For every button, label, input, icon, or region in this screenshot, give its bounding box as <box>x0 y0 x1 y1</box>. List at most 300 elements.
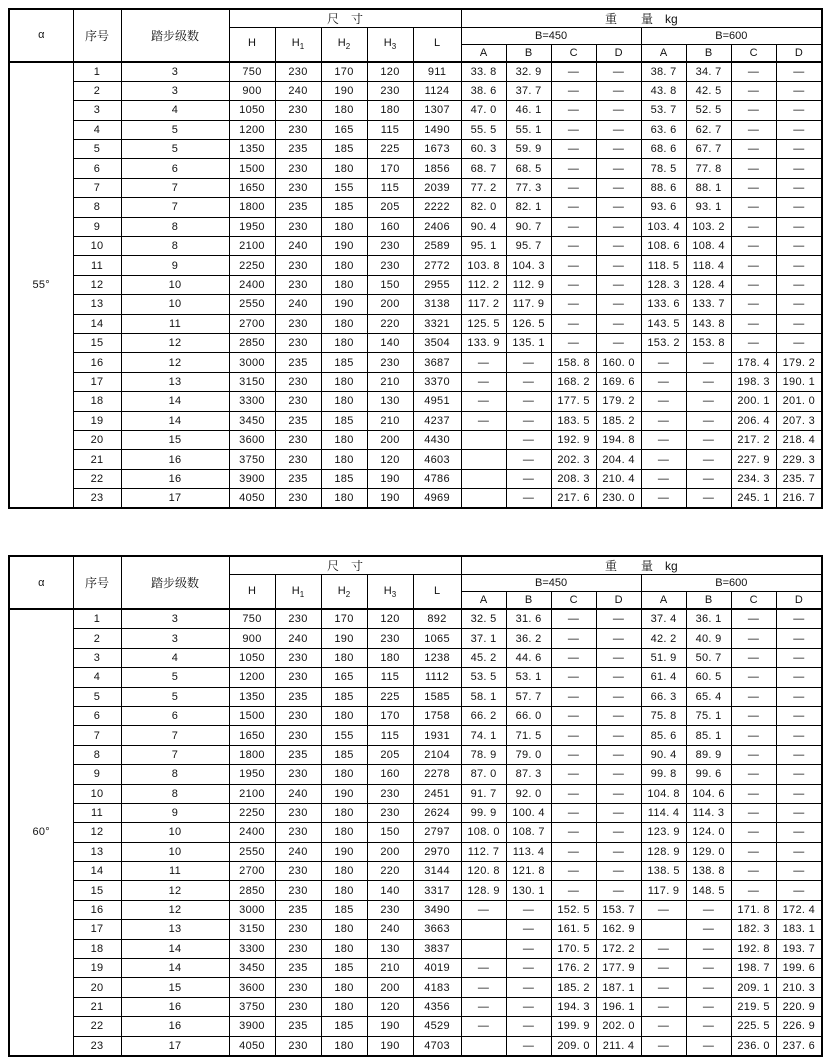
cell-serial: 10 <box>73 784 121 803</box>
table-row <box>9 706 822 725</box>
cell-b450-A: 95. 1 <box>461 237 506 256</box>
cell-b450-B: 113. 4 <box>506 842 551 861</box>
cell-b600-C: 198. 7 <box>731 959 776 978</box>
cell-H1: 235 <box>275 1017 321 1036</box>
cell-b600-D: — <box>776 648 822 667</box>
cell-H: 3300 <box>229 939 275 958</box>
cell-L: 2039 <box>413 178 461 197</box>
cell-H1: 230 <box>275 997 321 1016</box>
cell-b450-D: 187. 1 <box>596 978 641 997</box>
cell-b450-B: 55. 1 <box>506 120 551 139</box>
cell-b450-B: 95. 7 <box>506 237 551 256</box>
cell-serial: 23 <box>73 1036 121 1056</box>
cell-H3: 130 <box>367 939 413 958</box>
cell-b450-D: — <box>596 333 641 352</box>
cell-L: 3317 <box>413 881 461 900</box>
cell-steps: 10 <box>121 823 229 842</box>
cell-b600-D: — <box>776 81 822 100</box>
alpha-value: 60° <box>9 609 73 1056</box>
cell-H: 3450 <box>229 411 275 430</box>
cell-b450-D: — <box>596 726 641 745</box>
cell-b600-A: — <box>641 997 686 1016</box>
cell-H3: 230 <box>367 803 413 822</box>
cell-H1: 235 <box>275 353 321 372</box>
cell-H3: 160 <box>367 217 413 236</box>
col-b600-D: D <box>776 592 822 609</box>
cell-H1: 240 <box>275 842 321 861</box>
cell-b600-D: 207. 3 <box>776 411 822 430</box>
cell-steps: 5 <box>121 140 229 159</box>
cell-b450-D: 160. 0 <box>596 353 641 372</box>
cell-b450-C: — <box>551 648 596 667</box>
table-row <box>9 629 822 648</box>
cell-H: 2700 <box>229 862 275 881</box>
cell-H1: 235 <box>275 469 321 488</box>
col-b600-D: D <box>776 45 822 62</box>
cell-b450-C: 185. 2 <box>551 978 596 997</box>
cell-b450-B: — <box>506 939 551 958</box>
table-row <box>9 726 822 745</box>
cell-b600-A: 138. 5 <box>641 862 686 881</box>
cell-H3: 120 <box>367 609 413 629</box>
cell-b450-C: — <box>551 314 596 333</box>
cell-b450-D: — <box>596 842 641 861</box>
cell-b600-B: 118. 4 <box>686 256 731 275</box>
cell-H: 3150 <box>229 920 275 939</box>
cell-serial: 5 <box>73 687 121 706</box>
table-row <box>9 120 822 139</box>
cell-b450-B: — <box>506 1036 551 1056</box>
cell-H2: 180 <box>321 314 367 333</box>
table-row <box>9 178 822 197</box>
cell-b450-A: 120. 8 <box>461 862 506 881</box>
cell-H2: 170 <box>321 62 367 82</box>
cell-L: 4603 <box>413 450 461 469</box>
cell-H1: 230 <box>275 978 321 997</box>
cell-H2: 180 <box>321 489 367 509</box>
cell-steps: 7 <box>121 198 229 217</box>
cell-b450-A: — <box>461 392 506 411</box>
cell-steps: 17 <box>121 489 229 509</box>
table-row <box>9 900 822 919</box>
cell-H: 1350 <box>229 687 275 706</box>
cell-b600-D: 235. 7 <box>776 469 822 488</box>
cell-H: 2850 <box>229 881 275 900</box>
cell-b450-B: — <box>506 469 551 488</box>
cell-serial: 22 <box>73 469 121 488</box>
cell-H3: 190 <box>367 1036 413 1056</box>
cell-serial: 22 <box>73 1017 121 1036</box>
table-row <box>9 198 822 217</box>
cell-b600-C: 200. 1 <box>731 392 776 411</box>
cell-H1: 230 <box>275 275 321 294</box>
cell-H2: 185 <box>321 1017 367 1036</box>
cell-H3: 120 <box>367 450 413 469</box>
cell-b600-C: — <box>731 333 776 352</box>
table-row <box>9 842 822 861</box>
cell-b600-C: — <box>731 237 776 256</box>
cell-b450-C: — <box>551 765 596 784</box>
cell-b450-B: — <box>506 978 551 997</box>
cell-H1: 235 <box>275 900 321 919</box>
cell-steps: 15 <box>121 978 229 997</box>
cell-H: 3600 <box>229 978 275 997</box>
cell-H2: 180 <box>321 256 367 275</box>
cell-b600-B: — <box>686 1036 731 1056</box>
cell-b450-D: 177. 9 <box>596 959 641 978</box>
cell-H1: 230 <box>275 256 321 275</box>
cell-H1: 240 <box>275 629 321 648</box>
cell-b450-D: — <box>596 159 641 178</box>
cell-H3: 230 <box>367 784 413 803</box>
cell-L: 4529 <box>413 1017 461 1036</box>
cell-H3: 150 <box>367 823 413 842</box>
cell-serial: 2 <box>73 81 121 100</box>
cell-steps: 16 <box>121 469 229 488</box>
table-row <box>9 101 822 120</box>
cell-b600-A: 143. 5 <box>641 314 686 333</box>
cell-b600-C: — <box>731 668 776 687</box>
cell-b600-B: 138. 8 <box>686 862 731 881</box>
cell-b600-B: 60. 5 <box>686 668 731 687</box>
cell-H2: 165 <box>321 120 367 139</box>
cell-b600-A: — <box>641 900 686 919</box>
cell-b450-A: 53. 5 <box>461 668 506 687</box>
cell-serial: 4 <box>73 120 121 139</box>
cell-H: 750 <box>229 609 275 629</box>
cell-H: 1800 <box>229 198 275 217</box>
cell-b450-C: — <box>551 198 596 217</box>
cell-H1: 235 <box>275 411 321 430</box>
cell-b600-B: 88. 1 <box>686 178 731 197</box>
cell-H1: 235 <box>275 140 321 159</box>
cell-H3: 115 <box>367 726 413 745</box>
cell-b600-A: — <box>641 489 686 509</box>
cell-b450-D: 169. 6 <box>596 372 641 391</box>
cell-H3: 115 <box>367 178 413 197</box>
cell-H2: 180 <box>321 823 367 842</box>
cell-b600-B: 148. 5 <box>686 881 731 900</box>
cell-b600-D: — <box>776 62 822 82</box>
cell-L: 4969 <box>413 489 461 509</box>
cell-b600-A: — <box>641 959 686 978</box>
cell-b600-A: — <box>641 430 686 449</box>
cell-b600-B: 103. 2 <box>686 217 731 236</box>
cell-serial: 20 <box>73 978 121 997</box>
cell-b600-D: — <box>776 256 822 275</box>
cell-H: 1950 <box>229 765 275 784</box>
col-b600-A: A <box>641 592 686 609</box>
cell-H3: 190 <box>367 489 413 509</box>
cell-steps: 7 <box>121 178 229 197</box>
cell-b600-B: 62. 7 <box>686 120 731 139</box>
cell-steps: 12 <box>121 333 229 352</box>
cell-b450-A: 125. 5 <box>461 314 506 333</box>
cell-b600-B: 143. 8 <box>686 314 731 333</box>
cell-H: 3000 <box>229 353 275 372</box>
cell-b450-B: — <box>506 450 551 469</box>
cell-b450-B: — <box>506 489 551 509</box>
cell-b600-C: — <box>731 140 776 159</box>
cell-b450-D: 179. 2 <box>596 392 641 411</box>
cell-serial: 6 <box>73 159 121 178</box>
cell-serial: 8 <box>73 198 121 217</box>
cell-b600-C: — <box>731 726 776 745</box>
cell-steps: 14 <box>121 959 229 978</box>
cell-b600-D: — <box>776 120 822 139</box>
cell-H: 2250 <box>229 256 275 275</box>
cell-b600-C: — <box>731 862 776 881</box>
cell-H1: 235 <box>275 687 321 706</box>
cell-b600-A: — <box>641 1036 686 1056</box>
cell-steps: 16 <box>121 997 229 1016</box>
table-row <box>9 140 822 159</box>
cell-H: 1500 <box>229 706 275 725</box>
cell-steps: 3 <box>121 609 229 629</box>
cell-serial: 21 <box>73 450 121 469</box>
table-row <box>9 275 822 294</box>
cell-b600-D: 183. 1 <box>776 920 822 939</box>
cell-H3: 230 <box>367 256 413 275</box>
table-row <box>9 765 822 784</box>
cell-H1: 240 <box>275 784 321 803</box>
cell-b450-C: 199. 9 <box>551 1017 596 1036</box>
cell-H1: 230 <box>275 1036 321 1056</box>
cell-b450-D: — <box>596 217 641 236</box>
cell-b600-A: — <box>641 411 686 430</box>
table-row <box>9 862 822 881</box>
cell-serial: 14 <box>73 314 121 333</box>
cell-H: 2700 <box>229 314 275 333</box>
cell-b600-A: 128. 9 <box>641 842 686 861</box>
cell-H2: 190 <box>321 237 367 256</box>
cell-b450-D: 185. 2 <box>596 411 641 430</box>
cell-b600-B: 42. 5 <box>686 81 731 100</box>
cell-b600-A: — <box>641 353 686 372</box>
cell-serial: 21 <box>73 997 121 1016</box>
cell-b450-C: — <box>551 275 596 294</box>
cell-b600-A: — <box>641 1017 686 1036</box>
cell-b600-A: 51. 9 <box>641 648 686 667</box>
cell-steps: 14 <box>121 411 229 430</box>
cell-b450-B: — <box>506 353 551 372</box>
cell-serial: 6 <box>73 706 121 725</box>
cell-b600-B: 36. 1 <box>686 609 731 629</box>
cell-H2: 180 <box>321 217 367 236</box>
cell-serial: 14 <box>73 862 121 881</box>
cell-H3: 225 <box>367 140 413 159</box>
cell-b450-C: — <box>551 629 596 648</box>
cell-H2: 190 <box>321 629 367 648</box>
cell-H: 1200 <box>229 668 275 687</box>
cell-H2: 180 <box>321 978 367 997</box>
cell-b600-A: 153. 2 <box>641 333 686 352</box>
cell-H: 3600 <box>229 430 275 449</box>
cell-b600-A: 78. 5 <box>641 159 686 178</box>
cell-H: 1200 <box>229 120 275 139</box>
cell-b450-C: — <box>551 745 596 764</box>
cell-b600-C: — <box>731 706 776 725</box>
cell-H3: 190 <box>367 1017 413 1036</box>
cell-H3: 150 <box>367 275 413 294</box>
cell-b600-C: 206. 4 <box>731 411 776 430</box>
cell-b600-D: 199. 6 <box>776 959 822 978</box>
cell-H3: 210 <box>367 372 413 391</box>
cell-b600-A: — <box>641 978 686 997</box>
group-b600: B=600 <box>641 575 822 592</box>
cell-b600-A: 53. 7 <box>641 101 686 120</box>
cell-H1: 230 <box>275 920 321 939</box>
col-b600-C: C <box>731 45 776 62</box>
cell-b600-A: 43. 8 <box>641 81 686 100</box>
cell-L: 2589 <box>413 237 461 256</box>
cell-serial: 7 <box>73 178 121 197</box>
cell-b450-D: — <box>596 81 641 100</box>
cell-b450-D: 172. 2 <box>596 939 641 958</box>
cell-b450-D: 153. 7 <box>596 900 641 919</box>
cell-steps: 12 <box>121 353 229 372</box>
cell-H2: 185 <box>321 900 367 919</box>
cell-b600-C: — <box>731 101 776 120</box>
cell-L: 3687 <box>413 353 461 372</box>
cell-H3: 230 <box>367 629 413 648</box>
cell-L: 3370 <box>413 372 461 391</box>
cell-b450-B: — <box>506 900 551 919</box>
cell-b450-C: — <box>551 803 596 822</box>
cell-b600-D: — <box>776 333 822 352</box>
cell-steps: 5 <box>121 687 229 706</box>
cell-H2: 185 <box>321 687 367 706</box>
cell-H3: 225 <box>367 687 413 706</box>
cell-b600-C: — <box>731 842 776 861</box>
cell-serial: 11 <box>73 803 121 822</box>
cell-b450-A: — <box>461 1017 506 1036</box>
cell-L: 4019 <box>413 959 461 978</box>
cell-b600-D: — <box>776 726 822 745</box>
cell-b600-A: — <box>641 392 686 411</box>
cell-b450-D: — <box>596 178 641 197</box>
cell-H2: 190 <box>321 81 367 100</box>
cell-H3: 220 <box>367 862 413 881</box>
cell-b450-D: 162. 9 <box>596 920 641 939</box>
cell-b450-D: — <box>596 706 641 725</box>
cell-b600-D: 229. 3 <box>776 450 822 469</box>
cell-b600-A: — <box>641 372 686 391</box>
cell-b450-B: — <box>506 372 551 391</box>
cell-b600-D: 226. 9 <box>776 1017 822 1036</box>
cell-b450-C: — <box>551 295 596 314</box>
cell-H1: 230 <box>275 823 321 842</box>
cell-steps: 16 <box>121 450 229 469</box>
cell-b600-C: 178. 4 <box>731 353 776 372</box>
cell-b450-D: — <box>596 745 641 764</box>
col-H2: $H_2$ <box>321 575 367 609</box>
cell-b450-B: 135. 1 <box>506 333 551 352</box>
table-row <box>9 823 822 842</box>
cell-b600-B: — <box>686 489 731 509</box>
cell-b600-A: 66. 3 <box>641 687 686 706</box>
cell-serial: 18 <box>73 392 121 411</box>
cell-b450-C: 208. 3 <box>551 469 596 488</box>
cell-H3: 230 <box>367 237 413 256</box>
cell-H2: 180 <box>321 450 367 469</box>
cell-steps: 3 <box>121 62 229 82</box>
cell-b450-A: 68. 7 <box>461 159 506 178</box>
cell-H2: 155 <box>321 178 367 197</box>
cell-H2: 185 <box>321 140 367 159</box>
cell-L: 2278 <box>413 765 461 784</box>
cell-b600-B: 133. 7 <box>686 295 731 314</box>
cell-b600-A: 42. 2 <box>641 629 686 648</box>
cell-steps: 8 <box>121 217 229 236</box>
cell-H: 1050 <box>229 101 275 120</box>
cell-H: 900 <box>229 81 275 100</box>
col-H3: $H_3$ <box>367 28 413 62</box>
cell-L: 1238 <box>413 648 461 667</box>
cell-b600-C: — <box>731 881 776 900</box>
cell-steps: 10 <box>121 295 229 314</box>
cell-L: 3663 <box>413 920 461 939</box>
table-row <box>9 489 822 509</box>
cell-H: 2550 <box>229 842 275 861</box>
cell-L: 3504 <box>413 333 461 352</box>
cell-b600-D: 190. 1 <box>776 372 822 391</box>
cell-b450-B: 126. 5 <box>506 314 551 333</box>
cell-b450-D: 211. 4 <box>596 1036 641 1056</box>
cell-b450-A: 45. 2 <box>461 648 506 667</box>
table-row <box>9 430 822 449</box>
table-row <box>9 372 822 391</box>
cell-L: 3138 <box>413 295 461 314</box>
cell-H2: 180 <box>321 706 367 725</box>
cell-b450-C: 177. 5 <box>551 392 596 411</box>
cell-H1: 230 <box>275 609 321 629</box>
cell-b600-D: — <box>776 198 822 217</box>
cell-H1: 230 <box>275 62 321 82</box>
cell-b600-C: — <box>731 765 776 784</box>
cell-L: 2772 <box>413 256 461 275</box>
cell-b600-A: 114. 4 <box>641 803 686 822</box>
cell-b450-C: — <box>551 862 596 881</box>
table-row <box>9 609 822 629</box>
cell-H: 2550 <box>229 295 275 314</box>
cell-b450-B: — <box>506 920 551 939</box>
cell-b450-D: — <box>596 862 641 881</box>
cell-b450-A <box>461 939 506 958</box>
cell-b450-B: 57. 7 <box>506 687 551 706</box>
cell-b450-C: — <box>551 881 596 900</box>
cell-L: 3321 <box>413 314 461 333</box>
cell-b600-B: 93. 1 <box>686 198 731 217</box>
cell-H: 3150 <box>229 372 275 391</box>
col-b450-D: D <box>596 592 641 609</box>
cell-H1: 230 <box>275 120 321 139</box>
cell-H3: 140 <box>367 881 413 900</box>
dimensions-title: 尺 寸 <box>229 9 461 28</box>
cell-H3: 200 <box>367 842 413 861</box>
cell-b450-A: 90. 4 <box>461 217 506 236</box>
cell-H3: 160 <box>367 765 413 784</box>
cell-serial: 5 <box>73 140 121 159</box>
cell-H2: 180 <box>321 881 367 900</box>
cell-b450-D: — <box>596 198 641 217</box>
cell-steps: 11 <box>121 314 229 333</box>
col-b600-B: B <box>686 592 731 609</box>
cell-H3: 120 <box>367 62 413 82</box>
cell-steps: 5 <box>121 120 229 139</box>
cell-b600-B: 124. 0 <box>686 823 731 842</box>
cell-serial: 15 <box>73 333 121 352</box>
